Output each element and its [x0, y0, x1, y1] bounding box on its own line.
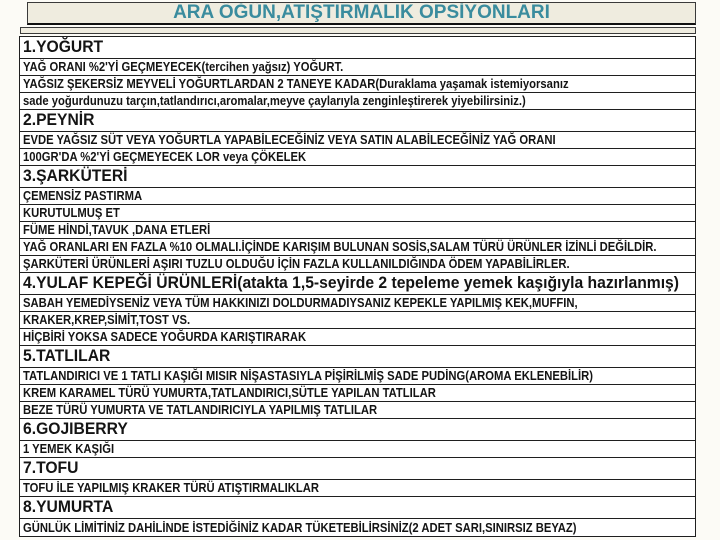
section-heading-label: 2.PEYNİR — [23, 111, 95, 129]
table-row — [20, 368, 695, 385]
section-heading-label: 4.YULAF KEPEĞİ ÜRÜNLERİ(atakta 1,5-seyirde 2 tepeleme yemek kaşığıyla hazırlanmış) — [23, 274, 680, 292]
table-row — [20, 59, 695, 76]
table-row-text: KRAKER,KREP,SİMİT,TOST VS. — [23, 313, 191, 327]
table-row-text: YAĞSIZ ŞEKERSİZ MEYVELİ YOĞURTLARDAN 2 TANEYE KADAR(Duraklama yaşamak istemiyorsanız — [23, 77, 569, 91]
section-heading — [20, 37, 695, 59]
table-row-text: BEZE TÜRÜ YUMURTA VE TATLANDIRICIYLA YAPILMIŞ TATLILAR — [23, 403, 378, 417]
table-row-text: TATLANDIRICI VE 1 TATLI KAŞIĞI MISIR NİŞASTASIYLA PİŞİRİLMİŞ SADE PUDİNG(AROMA EKLENEBİLİR) — [23, 369, 594, 383]
table-row-text: 1 YEMEK KAŞIĞI — [23, 442, 115, 456]
table-row-text: GÜNLÜK LİMİTİNİZ DAHİLİNDE İSTEDİĞİNİZ KADAR TÜKETEBİLİRSİNİZ(2 ADET SARI,SINIRSIZ BEYAZ) — [23, 520, 577, 535]
table-row — [20, 519, 695, 536]
section-heading — [20, 346, 695, 368]
table-row-text: HİÇBİRİ YOKSA SADECE YOĞURDA KARIŞTIRARAK — [23, 330, 307, 344]
section-heading — [20, 458, 695, 480]
table-row — [20, 93, 695, 110]
section-heading-label: 8.YUMURTA — [23, 498, 114, 516]
section-heading-label: 3.ŞARKÜTERİ — [23, 167, 128, 185]
page-title: ARA ÖĞÜN,ATIŞTIRMALIK OPSİYONLARI — [173, 2, 550, 23]
table-row — [20, 132, 695, 149]
section-heading-label: 6.GOJIBERRY — [23, 420, 128, 438]
table-row — [20, 295, 695, 312]
table-row — [20, 441, 695, 458]
table-row-text: 100GR'DA %2'Yİ GEÇMEYECEK LOR veya ÇÖKELEK — [23, 150, 307, 164]
section-heading-label: 1.YOĞURT — [23, 38, 104, 56]
table-row-text: YAĞ ORANLARI EN FAZLA %10 OLMALI.İÇİNDE KARIŞIM BULUNAN SOSİS,SALAM TÜRÜ ÜRÜNLER İZİNLİ DEĞİLDİR. — [23, 240, 657, 254]
table-row-text: ŞARKÜTERİ ÜRÜNLERİ AŞIRI TUZLU OLDUĞU İÇİN FAZLA KULLANILDIĞINDA ÖDEM YAPABİLİRLER. — [23, 257, 570, 271]
table-row-text: sade yoğurdunuzu tarçın,tatlandırıcı,aromalar,meyve çaylarıyla zenginleştirerek yiyebilirsiniz.) — [23, 94, 526, 108]
section-heading-label: 7.TOFU — [23, 459, 79, 477]
table-row-text: TOFU İLE YAPILMIŞ KRAKER TÜRÜ ATIŞTIRMALIKLAR — [23, 481, 320, 495]
table-row — [20, 385, 695, 402]
table-row-text: ÇEMENSİZ PASTIRMA — [23, 189, 143, 203]
table-row — [20, 312, 695, 329]
section-heading-label: 5.TATLILAR — [23, 347, 111, 365]
table-row — [20, 76, 695, 93]
table-row-text: EVDE YAĞSIZ SÜT VEYA YOĞURTLA YAPABİLECEĞİNİZ VEYA SATIN ALABİLECEĞİNİZ YAĞ ORANI — [23, 133, 556, 147]
table-row — [20, 188, 695, 205]
section-heading — [20, 273, 695, 295]
spacer-row — [20, 27, 696, 34]
table-row — [20, 480, 695, 497]
table-row — [20, 239, 695, 256]
section-heading — [20, 497, 695, 519]
table-row-text: YAĞ ORANI %2'Yİ GEÇMEYECEK(tercihen yağsız) YOĞURT. — [23, 60, 344, 74]
table-row-text: FÜME HİNDİ,TAVUK ,DANA ETLERİ — [23, 223, 211, 237]
snack-options-table — [19, 2, 696, 537]
table-row — [20, 256, 695, 273]
section-heading — [20, 110, 695, 132]
table-row-text: SABAH YEMEDİYSENİZ VEYA TÜM HAKKINIZI DOLDURMADIYSANIZ KEPEKLE YAPILMIŞ KEK,MUFFIN, — [23, 296, 578, 310]
section-heading — [20, 166, 695, 188]
table-row-text: KREM KARAMEL TÜRÜ YUMURTA,TATLANDIRICI,SÜTLE YAPILAN TATLILAR — [23, 386, 436, 400]
table-row — [20, 205, 695, 222]
rows-container — [19, 36, 696, 537]
table-row — [20, 149, 695, 166]
table-row — [20, 222, 695, 239]
table-row — [20, 402, 695, 419]
table-row — [20, 329, 695, 346]
section-heading — [20, 419, 695, 441]
table-title-bar — [27, 2, 696, 25]
table-row-text: KURUTULMUŞ ET — [23, 206, 120, 220]
